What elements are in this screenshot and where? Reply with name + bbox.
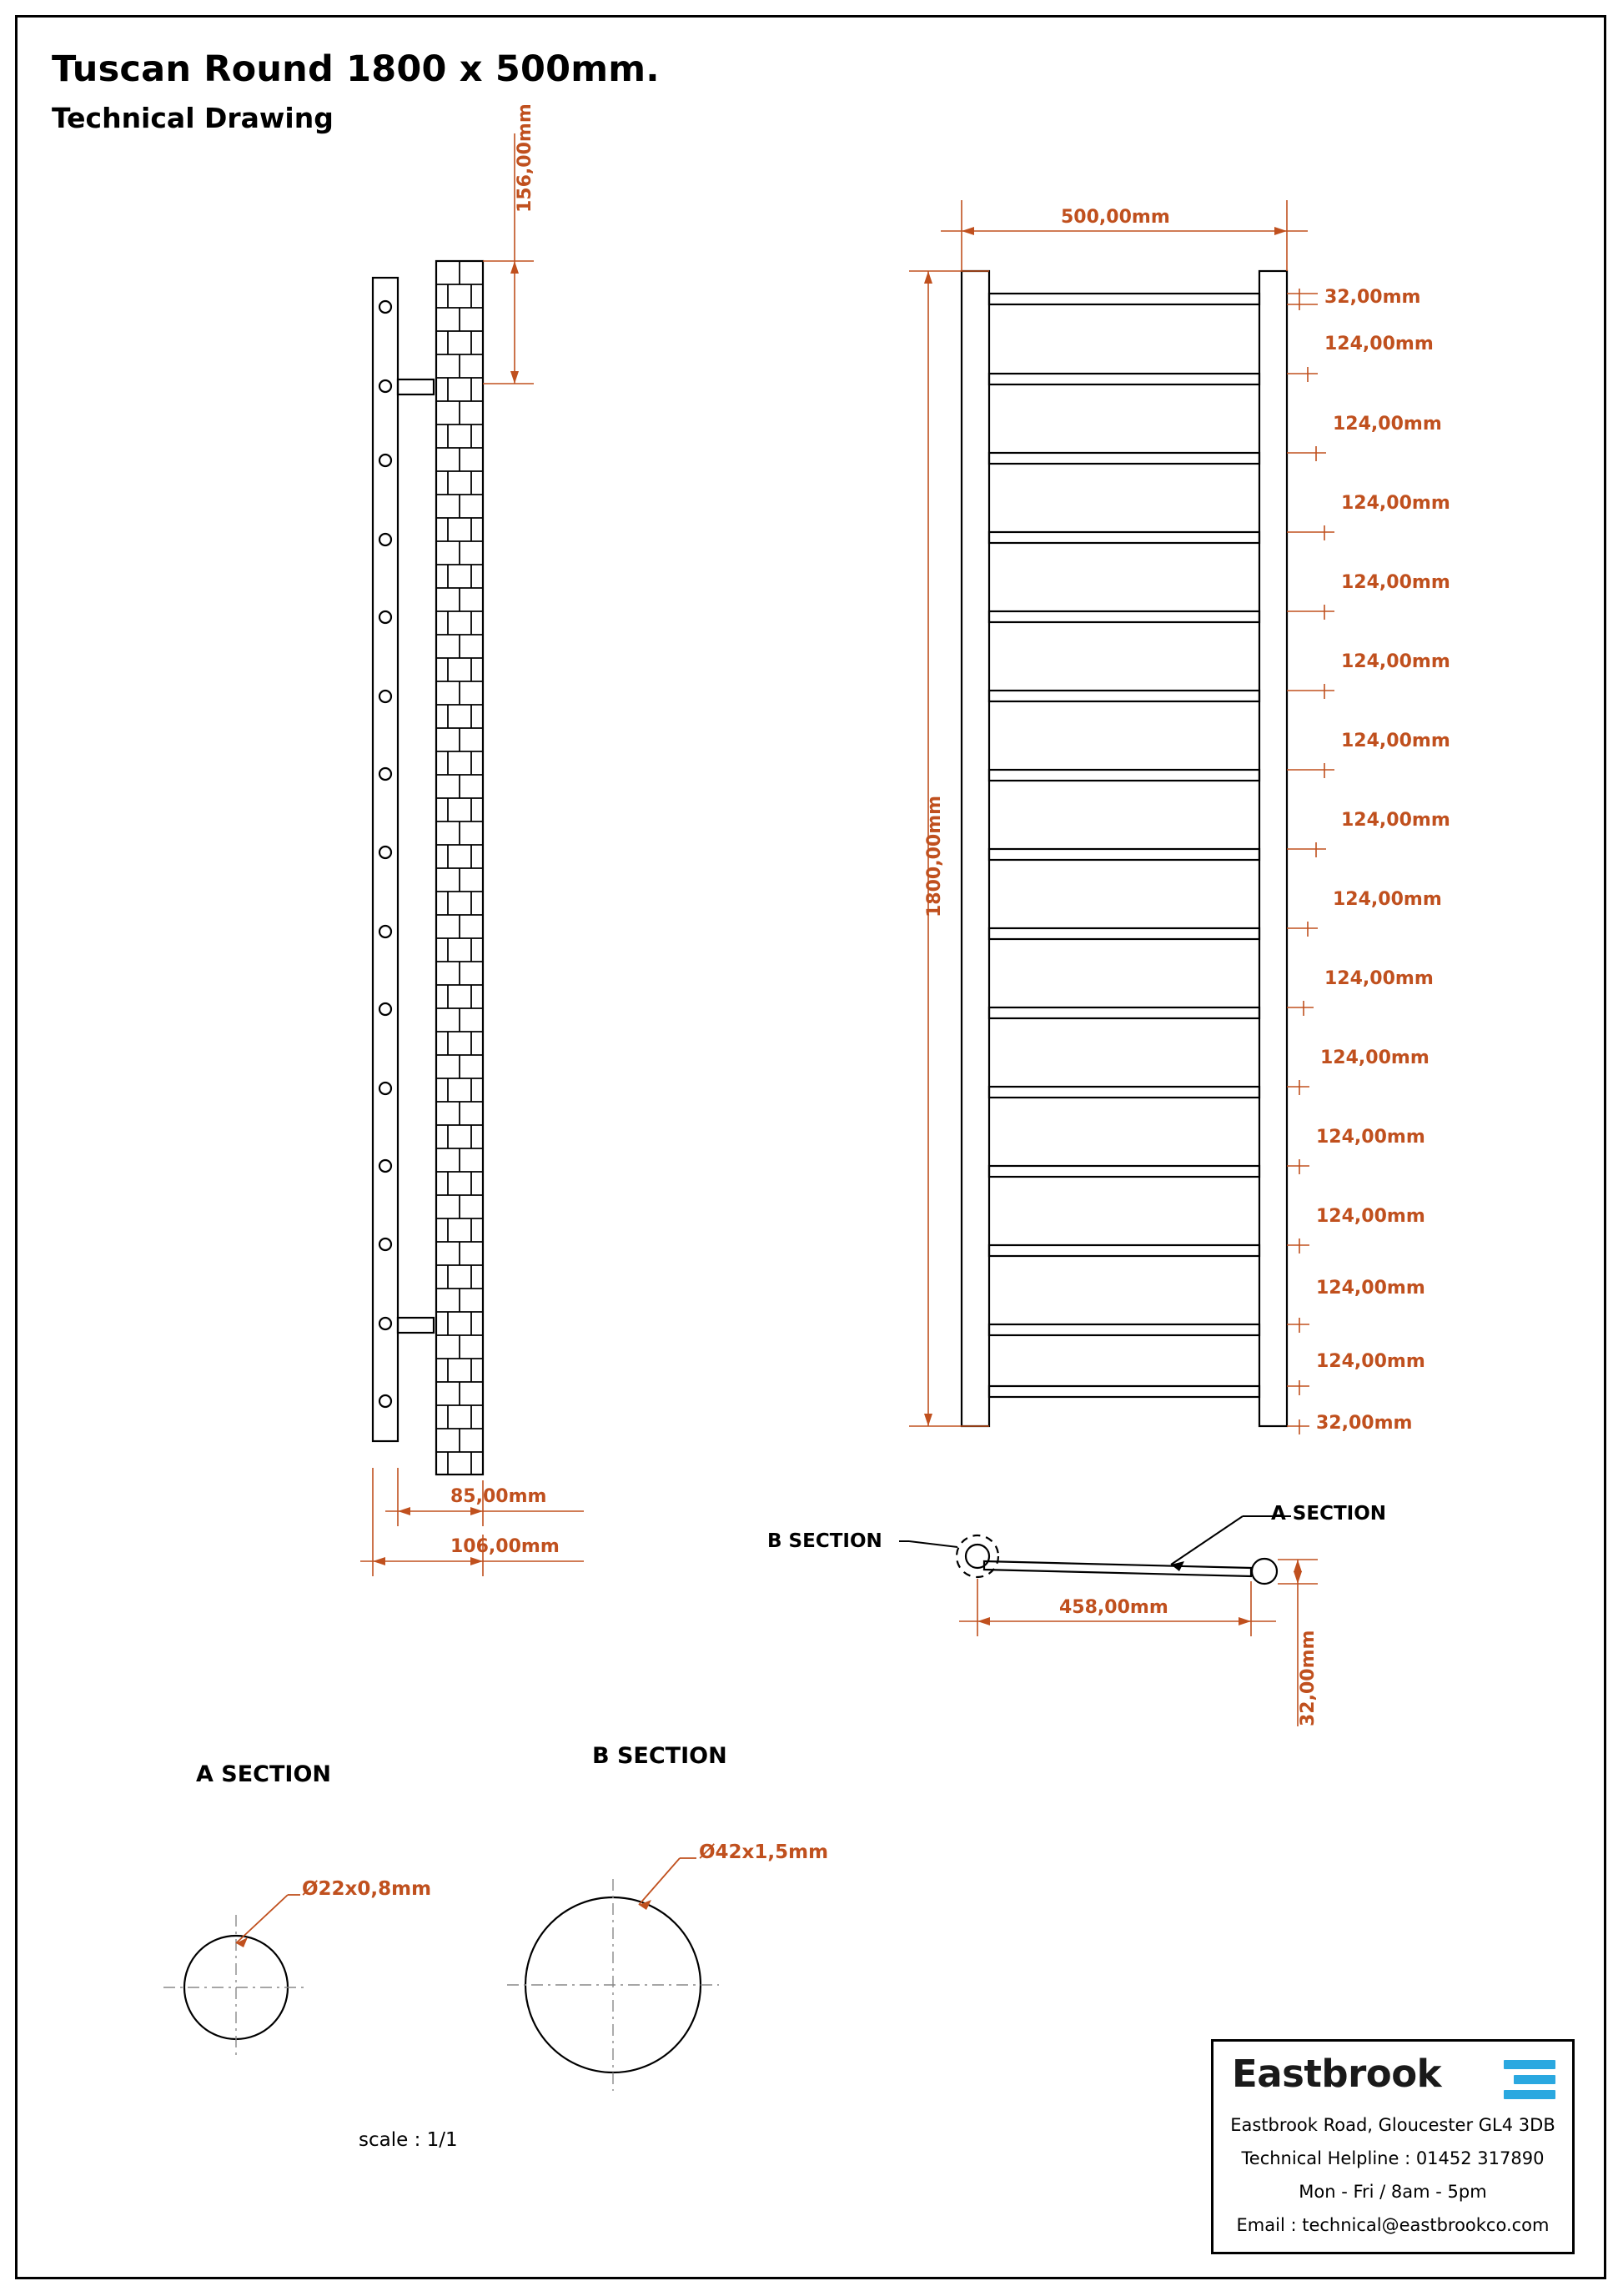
rail-spacing-2: 124,00mm: [1324, 334, 1434, 354]
rail-spacing-8: 124,00mm: [1341, 810, 1450, 831]
plan-a-section-label: A SECTION: [1271, 1503, 1387, 1525]
side-view-top-dimension: 156,00mm: [515, 103, 535, 213]
b-section-title: B SECTION: [592, 1743, 727, 1769]
page-title: Tuscan Round 1800 x 500mm.: [52, 48, 660, 90]
rail-spacing-16: 32,00mm: [1316, 1413, 1413, 1434]
page-subtitle: Technical Drawing: [52, 102, 334, 134]
rail-spacing-1: 32,00mm: [1324, 287, 1421, 308]
scale-note: scale : 1/1: [359, 2129, 458, 2151]
company-hours: Mon - Fri / 8am - 5pm: [1299, 2182, 1487, 2202]
rail-spacing-10: 124,00mm: [1324, 968, 1434, 989]
b-section-diameter: Ø42x1,5mm: [699, 1841, 829, 1863]
rail-spacing-11: 124,00mm: [1320, 1048, 1430, 1068]
eastbrook-logo-icon: [1504, 2060, 1555, 2103]
company-email: Email : technical@eastbrookco.com: [1236, 2215, 1550, 2235]
rail-spacing-3: 124,00mm: [1333, 414, 1442, 435]
rail-spacing-9: 124,00mm: [1333, 889, 1442, 910]
a-section-title: A SECTION: [196, 1761, 332, 1787]
rail-spacing-12: 124,00mm: [1316, 1127, 1425, 1148]
plan-offset-dimension: 32,00mm: [1298, 1630, 1319, 1726]
company-helpline: Technical Helpline : 01452 317890: [1241, 2148, 1545, 2168]
rail-spacing-4: 124,00mm: [1341, 493, 1450, 514]
side-view-inner-depth-dimension: 85,00mm: [450, 1486, 547, 1507]
plan-width-dimension: 458,00mm: [1059, 1597, 1168, 1618]
rail-spacing-13: 124,00mm: [1316, 1206, 1425, 1227]
rail-spacing-5: 124,00mm: [1341, 572, 1450, 593]
company-address: Eastbrook Road, Gloucester GL4 3DB: [1230, 2115, 1555, 2135]
plan-b-section-label: B SECTION: [767, 1530, 882, 1552]
rail-spacing-6: 124,00mm: [1341, 651, 1450, 672]
rail-spacing-15: 124,00mm: [1316, 1351, 1425, 1372]
rail-spacing-14: 124,00mm: [1316, 1278, 1425, 1299]
company-info-box: [1211, 2039, 1575, 2254]
side-view-outer-depth-dimension: 106,00mm: [450, 1536, 560, 1557]
front-view-height-dimension: 1800,00mm: [924, 795, 945, 917]
rail-spacing-7: 124,00mm: [1341, 731, 1450, 751]
a-section-diameter: Ø22x0,8mm: [302, 1878, 432, 1900]
front-view-width-dimension: 500,00mm: [1061, 207, 1170, 228]
company-name: Eastbrook: [1232, 2052, 1442, 2096]
